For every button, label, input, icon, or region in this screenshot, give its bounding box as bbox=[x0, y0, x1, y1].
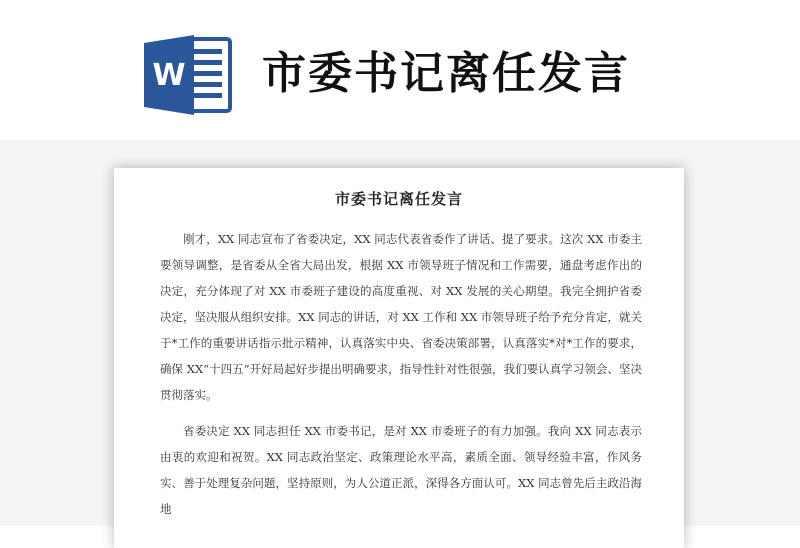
document-page bbox=[114, 168, 684, 548]
document-title: 市委书记离任发言 bbox=[334, 190, 463, 208]
page-title: 市委书记离任发言 bbox=[262, 48, 630, 99]
document-body bbox=[160, 226, 642, 522]
header-banner bbox=[0, 0, 800, 140]
paragraph: 刚才，XX 同志宣布了省委决定，XX 同志代表省委作了讲话、提了要求。这次 XX 市委主要领导调整，是省委从全省大局出发，根据 XX 市领导班子情况和工作需要，通盘考虑作出的决定，充分体现了对 XX 市委班子建设的高度重视、对 XX 发展的关心期望。我完全拥护省委决定，坚决服从组织安排。XX 同志的讲话，对 XX 工作和 XX 市领导班子给予充分肯定，就关于*工作的重要讲话指示批示精神，认真落实中央、省委决策部署，认真落实*对*工作的要求，确保 XX“十四五”开好局起好步提出明确要求，指导性针对性很强，我们要认真学习领会、坚决贯彻落实。 bbox=[160, 232, 642, 402]
paragraph: 省委决定 XX 同志担任 XX 市委书记，是对 XX 市委班子的有力加强。我向 XX 同志表示由衷的欢迎和祝贺。XX 同志政治坚定、政策理论水平高，素质全面、领导经验丰富，作风务实、善于处理复杂问题，坚持原则，为人公道正派，深得各方面认可。XX 同志曾先后主政沿海地 bbox=[160, 424, 642, 516]
word-document-icon bbox=[142, 33, 234, 117]
word-icon-letter: W bbox=[152, 58, 186, 93]
